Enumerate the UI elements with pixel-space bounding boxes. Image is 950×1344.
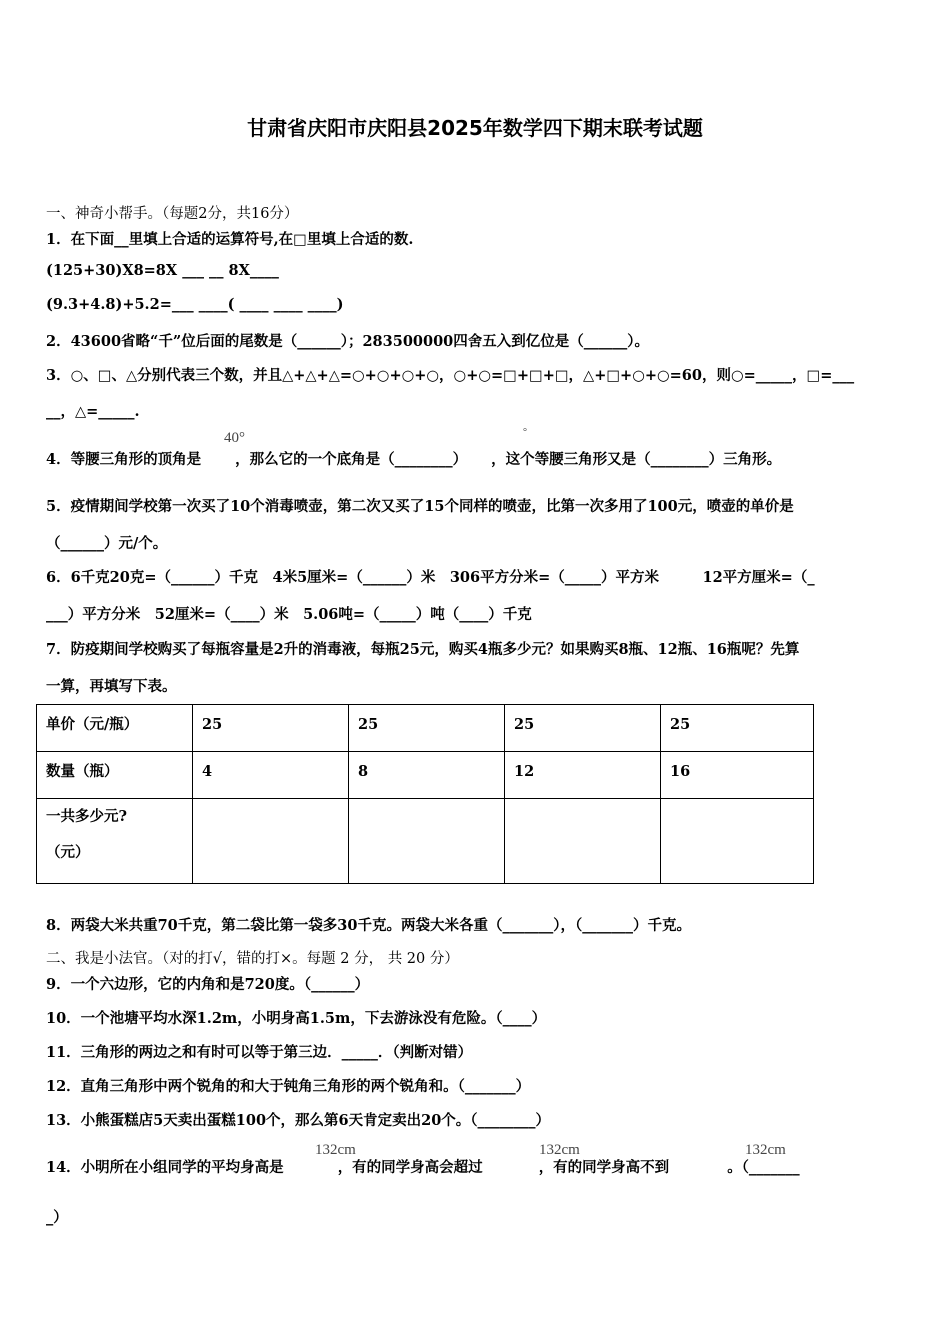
height-value-3: 132cm <box>745 1142 786 1158</box>
section2-header: 二、我是小法官。（对的打√，错的打×。每题 2 分， 共 20 分） <box>46 951 459 967</box>
question-6b: ___）平方分米 52厘米=（____）米 5.06吨=（_____）吨（____）千克 <box>46 606 532 623</box>
question-7a: 7．防疫期间学校购买了每瓶容量是2升的消毒液，每瓶25元，购买4瓶多少元？如果购买8瓶、12瓶、16瓶呢？先算 <box>46 641 800 658</box>
table-cell: 25 <box>661 705 814 752</box>
table-cell: 4 <box>193 752 349 799</box>
table-cell: 12 <box>505 752 661 799</box>
question-14-part-a: 14．小明所在小组同学的平均身高是 <box>46 1159 284 1176</box>
question-2: 2．43600省略“千”位后面的尾数是（______）；283500000四舍五入到亿位是（______）。 <box>46 333 650 350</box>
table-cell: 单价（元/瓶） <box>37 705 193 752</box>
table-cell: 8 <box>349 752 505 799</box>
question-14-part-b: ，有的同学身高会超过 <box>337 1159 483 1176</box>
question-3a: 3．○、□、△分别代表三个数，并且△+△+△=○+○+○+○，○+○=□+□+□，△+□+○+○=60，则○=_____，□=___ <box>46 367 855 384</box>
degree-symbol: ° <box>523 427 527 438</box>
angle-40-formula: 40° <box>224 430 245 446</box>
question-7b: 一算，再填写下表。 <box>46 678 177 695</box>
table-cell-blank[interactable] <box>505 799 661 884</box>
question-9: 9．一个六边形，它的内角和是720度。（______） <box>46 976 370 993</box>
table-cell: 数量（瓶） <box>37 752 193 799</box>
table-cell: 25 <box>349 705 505 752</box>
table-row <box>37 752 814 799</box>
table-cell-blank[interactable] <box>193 799 349 884</box>
question-1a: (125+30)X8=8X ___ __ 8X____ <box>46 262 279 279</box>
question-14-end: _） <box>46 1209 68 1226</box>
question-4 <box>46 448 781 469</box>
question-8: 8．两袋大米共重70千克，第二袋比第一袋多30千克。两袋大米各重（_______），（_______）千克。 <box>46 917 691 934</box>
question-13: 13．小熊蛋糕店5天卖出蛋糕100个，那么第6天肯定卖出20个。（________） <box>46 1112 551 1129</box>
question-14 <box>46 1156 800 1177</box>
table-cell: 25 <box>505 705 661 752</box>
section1-header: 一、神奇小帮手。（每题2分，共16分） <box>46 206 299 222</box>
question-12: 12．直角三角形中两个锐角的和大于钝角三角形的两个锐角和。（_______） <box>46 1078 531 1095</box>
page-title: 甘肃省庆阳市庆阳县2025年数学四下期末联考试题 <box>247 116 703 140</box>
question-3b: __，△=_____. <box>46 403 140 420</box>
table-cell-blank[interactable] <box>349 799 505 884</box>
question-5a: 5．疫情期间学校第一次买了10个消毒喷壶，第二次又买了15个同样的喷壶，比第一次多用了100元，喷壶的单价是 <box>46 498 794 515</box>
height-value-2: 132cm <box>539 1142 580 1158</box>
table-row <box>37 799 814 884</box>
question-6a: 6．6千克20克=（______）千克 4米5厘米=（______）米 306平方分米=（_____）平方米 12平方厘米=（_ <box>46 569 815 586</box>
height-value-1: 132cm <box>315 1142 356 1158</box>
table-row <box>37 705 814 752</box>
question-1b: (9.3+4.8)+5.2=___ ____( ____ ____ ____) <box>46 296 344 313</box>
question-5b: （______）元/个。 <box>46 535 168 552</box>
question-14-part-c: ，有的同学身高不到 <box>538 1159 670 1176</box>
question-4-part-b: ，那么它的一个底角是（________） <box>235 451 468 468</box>
question-4-part-a: 4．等腰三角形的顶角是 <box>46 451 202 468</box>
table-cell-blank[interactable] <box>661 799 814 884</box>
question-14-part-d: 。（_______ <box>727 1159 800 1176</box>
total-label-line2: （元） <box>46 844 90 861</box>
table-cell: 25 <box>193 705 349 752</box>
question-10: 10．一个池塘平均水深1.2m，小明身高1.5m，下去游泳没有危险。（____） <box>46 1010 547 1027</box>
question-4-part-c: ，这个等腰三角形又是（________）三角形。 <box>491 451 782 468</box>
table-cell-total-label <box>37 799 193 884</box>
total-label-line1: 一共多少元? <box>46 808 127 825</box>
price-table <box>36 704 814 884</box>
question-1: 1．在下面__里填上合适的运算符号,在□里填上合适的数. <box>46 231 414 248</box>
question-11: 11．三角形的两边之和有时可以等于第三边．_____．（判断对错） <box>46 1044 473 1061</box>
table-cell: 16 <box>661 752 814 799</box>
